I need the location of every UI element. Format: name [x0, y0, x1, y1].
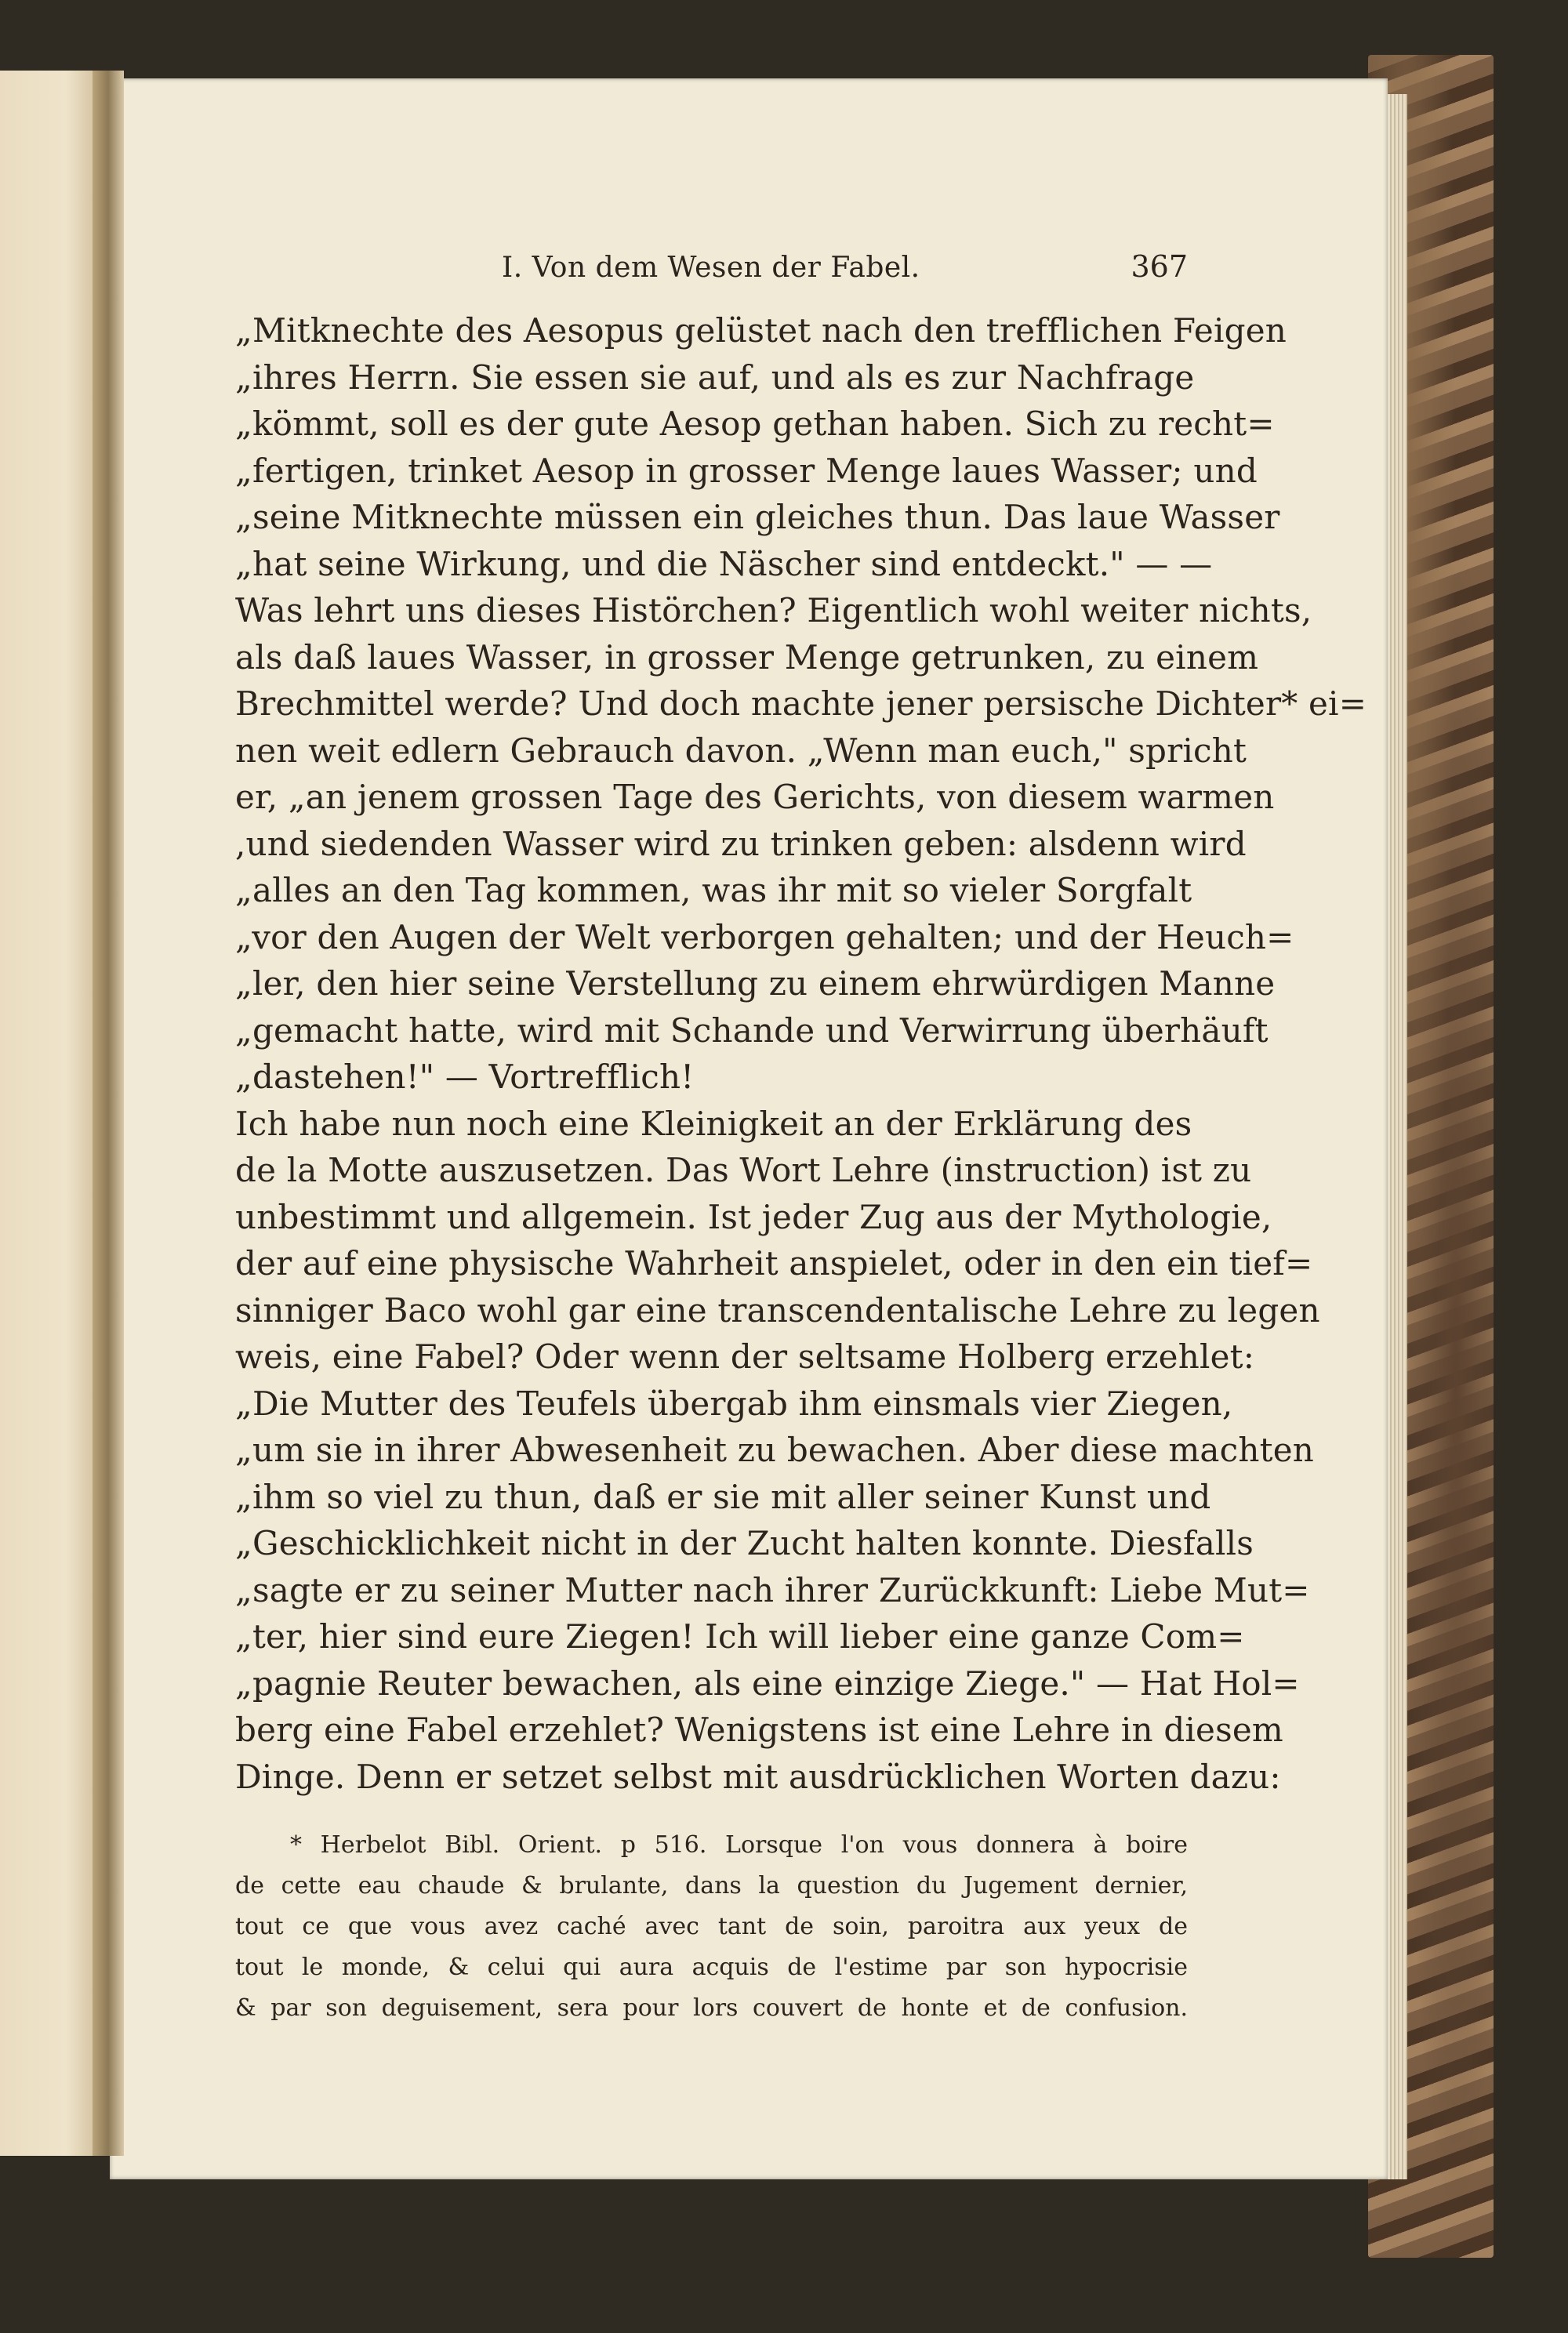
text-line: „ter, hier sind eure Ziegen! Ich will lieber eine ganze Com=	[235, 1617, 1245, 1656]
footnote-line: & par son deguisement, sera pour lors couvert de honte et de confusion.	[235, 1994, 1188, 2022]
footnote-line: tout le monde, & celui qui aura acquis de l'estime par son hypocrisie	[235, 1954, 1188, 1981]
text-line: „Die Mutter des Teufels übergab ihm einsmals vier Ziegen,	[235, 1384, 1233, 1423]
text-line: ,und siedenden Wasser wird zu trinken geben: alsdenn wird	[235, 824, 1247, 863]
text-line: „Mitknechte des Aesopus gelüstet nach den trefflichen Feigen	[235, 311, 1287, 350]
text-line: berg eine Fabel erzehlet? Wenigstens ist eine Lehre in diesem	[235, 1711, 1283, 1749]
text-line: „gemacht hatte, wird mit Schande und Verwirrung überhäuft	[235, 1010, 1269, 1050]
body-text	[235, 307, 1367, 1800]
text-line: Brechmittel werde? Und doch machte jener persische Dichter* ei=	[235, 684, 1367, 723]
footnote-line: * Herbelot Bibl. Orient. p 516. Lorsque l'on vous donnera à boire	[290, 1831, 1188, 1859]
text-line: weis, eine Fabel? Oder wenn der seltsame Holberg erzehlet:	[235, 1337, 1255, 1376]
text-line: „fertigen, trinket Aesop in grosser Menge laues Wasser; und	[235, 451, 1258, 490]
footnote-line: de cette eau chaude & brulante, dans la question du Jugement dernier,	[235, 1872, 1188, 1899]
text-line: Ich habe nun noch eine Kleinigkeit an der Erklärung des	[235, 1104, 1192, 1143]
chapter-title: I. Von dem Wesen der Fabel.	[502, 252, 920, 284]
text-line: „sagte er zu seiner Mutter nach ihrer Zurückkunft: Liebe Mut=	[235, 1570, 1310, 1609]
text-line: sinniger Baco wohl gar eine transcendentalische Lehre zu legen	[235, 1290, 1320, 1330]
text-line: als daß laues Wasser, in grosser Menge getrunken, zu einem	[235, 637, 1259, 677]
text-line: der auf eine physische Wahrheit anspielet, oder in den ein tief=	[235, 1244, 1313, 1283]
page-text	[235, 249, 1367, 2029]
footnote-line: tout ce que vous avez caché avec tant de soin, paroitra aux yeux de	[235, 1913, 1188, 1940]
text-line: „ihm so viel zu thun, daß er sie mit aller seiner Kunst und	[235, 1477, 1211, 1516]
text-line: „um sie in ihrer Abwesenheit zu bewachen. Aber diese machten	[235, 1431, 1314, 1469]
page-number: 367	[1131, 249, 1188, 284]
footnote	[235, 1825, 1188, 2029]
text-line: „kömmt, soll es der gute Aesop gethan haben. Sich zu recht=	[235, 405, 1275, 443]
text-line: „hat seine Wirkung, und die Näscher sind entdeckt." — —	[235, 544, 1213, 583]
text-line: er, „an jenem grossen Tage des Gerichts, von diesem warmen	[235, 778, 1275, 816]
text-line: „ler, den hier seine Verstellung zu einem ehrwürdigen Manne	[235, 964, 1276, 1003]
text-line: unbestimmt und allgemein. Ist jeder Zug aus der Mythologie,	[235, 1197, 1272, 1236]
text-line: „Geschicklichkeit nicht in der Zucht halten konnte. Diesfalls	[235, 1524, 1254, 1562]
text-line: „dastehen!" — Vortrefflich!	[235, 1058, 695, 1096]
text-line: nen weit edlern Gebrauch davon. „Wenn man euch," spricht	[235, 731, 1247, 770]
text-line: „alles an den Tag kommen, was ihr mit so vieler Sorgfalt	[235, 871, 1192, 909]
text-line: „seine Mitknechte müssen ein gleiches thun. Das laue Wasser	[235, 498, 1280, 536]
text-line: „ihres Herrn. Sie essen sie auf, und als es zur Nachfrage	[235, 357, 1195, 397]
text-line: „vor den Augen der Welt verborgen gehalten; und der Heuch=	[235, 917, 1294, 956]
running-header	[235, 249, 1188, 296]
book-gutter	[93, 71, 124, 2156]
text-line: „pagnie Reuter bewachen, als eine einzige Ziege." — Hat Hol=	[235, 1664, 1300, 1703]
text-line: Dinge. Denn er setzet selbst mit ausdrücklichen Worten dazu:	[235, 1757, 1281, 1796]
text-line: Was lehrt uns dieses Histörchen? Eigentlich wohl weiter nichts,	[235, 591, 1312, 630]
text-line: de la Motte auszusetzen. Das Wort Lehre (instruction) ist zu	[235, 1151, 1252, 1189]
